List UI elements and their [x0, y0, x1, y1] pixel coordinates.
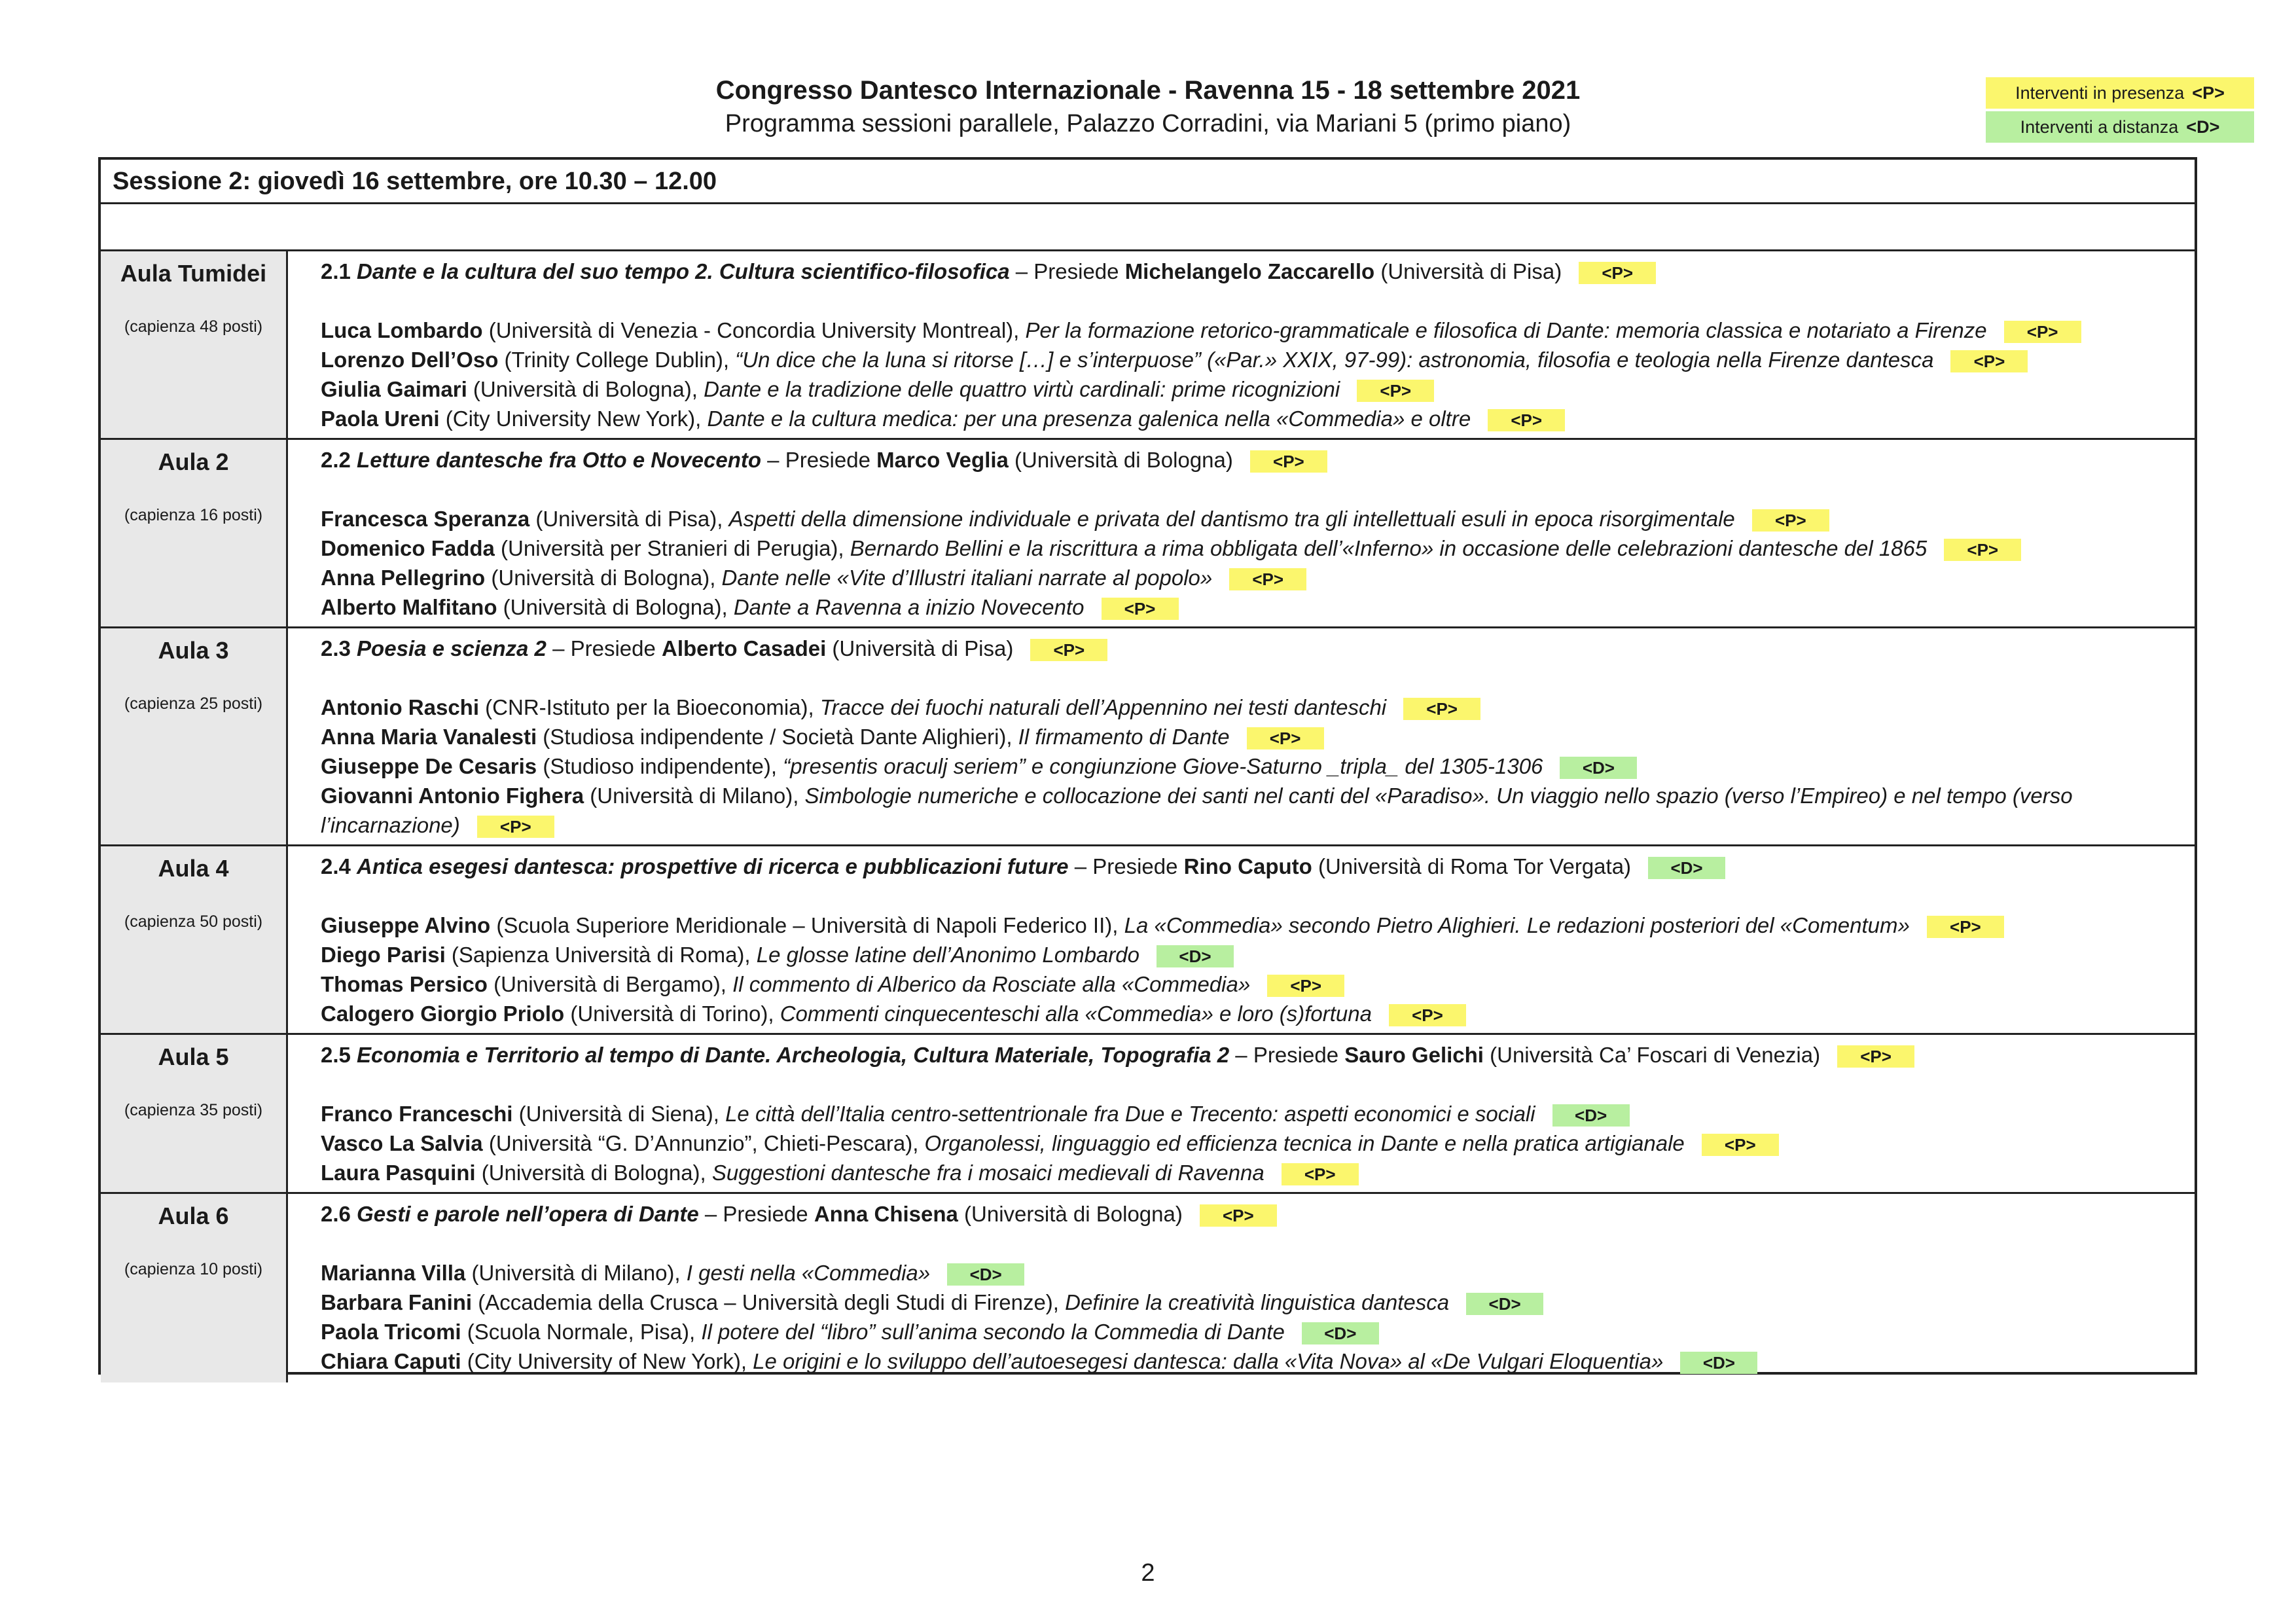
- chair-prefix: – Presiede: [761, 448, 877, 472]
- talk-title: Dante e la tradizione delle quattro virtù cardinali: prime ricognizioni: [704, 377, 1340, 401]
- talk-title: Tracce dei fuochi naturali dell’Appennino nei testi danteschi: [819, 695, 1387, 719]
- legend-tag: <D>: [2186, 117, 2220, 137]
- talk-entry: [321, 1346, 2168, 1376]
- speaker-affiliation: (Università di Bergamo),: [487, 972, 733, 996]
- room-capacity: (capienza 50 posti): [124, 912, 263, 931]
- speaker-affiliation: (CNR-Istituto per la Bioeconomia),: [479, 695, 820, 719]
- panel-chair-affiliation: (Università di Bologna): [1008, 448, 1233, 472]
- room-cell: [101, 440, 288, 626]
- talk-title: Dante e la cultura medica: per una presenza galenica nella «Commedia» e oltre: [707, 406, 1471, 431]
- talk-title: Organolessi, linguaggio ed efficienza tecnica in Dante e nella pratica artigianale: [924, 1131, 1685, 1155]
- speaker-affiliation: (Università di Bologna),: [467, 377, 704, 401]
- talk-title: Per la formazione retorico-grammaticale e filosofica di Dante: memoria classica e notariato a Firenze: [1025, 318, 1987, 342]
- talk-entry: [321, 533, 2168, 563]
- spacer: [321, 1229, 2168, 1258]
- room-cell: [101, 1194, 288, 1382]
- room-body: [288, 440, 2195, 626]
- room-body: [288, 628, 2195, 844]
- session-title: Sessione 2: giovedì 16 settembre, ore 10.30 – 12.00: [101, 160, 2195, 204]
- speaker-name: Antonio Raschi: [321, 695, 480, 719]
- talk-title: I gesti nella «Commedia»: [686, 1261, 931, 1285]
- panel-title: Poesia e scienza 2: [357, 636, 547, 660]
- attendance-badge: <D>: [1466, 1293, 1543, 1315]
- legend-label: Interventi in presenza: [2015, 83, 2185, 103]
- attendance-badge: <P>: [1389, 1004, 1466, 1026]
- talk-title: Simbologie numeriche e collocazione dei santi nel canti del «Paradiso». Un viaggio nello spazio (verso l’Empireo) e nel tempo (verso l’incarnazione): [321, 784, 2073, 837]
- room-body: [288, 1194, 2195, 1382]
- talk-title: Le origini e lo sviluppo dell’autoesegesi dantesca: dalla «Vita Nova» al «De Vulgari Eloquentia»: [753, 1349, 1664, 1373]
- talk-entry: [321, 504, 2168, 533]
- attendance-badge: <P>: [1944, 539, 2021, 561]
- panel-title: Letture dantesche fra Otto e Novecento: [357, 448, 762, 472]
- chair-prefix: – Presiede: [1229, 1043, 1345, 1067]
- speaker-affiliation: (City University of New York),: [461, 1349, 753, 1373]
- attendance-badge: <P>: [1282, 1163, 1359, 1185]
- attendance-badge: <P>: [1579, 262, 1656, 284]
- attendance-badge: <D>: [1157, 945, 1234, 967]
- speaker-name: Giulia Gaimari: [321, 377, 467, 401]
- talk-title: Le città dell’Italia centro-settentrionale fra Due e Trecento: aspetti economici e sociali: [725, 1102, 1535, 1126]
- speaker-affiliation: (Università di Milano),: [584, 784, 805, 808]
- speaker-affiliation: (Scuola Normale, Pisa),: [461, 1320, 702, 1344]
- talk-title: Dante nelle «Vite d’Illustri italiani narrate al popolo»: [721, 566, 1213, 590]
- room-row: [101, 440, 2195, 628]
- attendance-badge: <D>: [1302, 1322, 1379, 1344]
- page-number: 2: [1141, 1559, 1155, 1587]
- talk-entry: [321, 693, 2168, 722]
- panel-chair-affiliation: (Università di Bologna): [958, 1202, 1183, 1226]
- speaker-affiliation: (Università “G. D’Annunzio”, Chieti-Pescara),: [482, 1131, 925, 1155]
- panel-title: Antica esegesi dantesca: prospettive di ricerca e pubblicazioni future: [357, 854, 1069, 878]
- panel-chair-affiliation: (Università di Pisa): [1374, 259, 1562, 283]
- room-capacity: (capienza 10 posti): [124, 1260, 263, 1278]
- room-cell: [101, 628, 288, 844]
- spacer: [321, 286, 2168, 316]
- talk-title: Il firmamento di Dante: [1018, 725, 1230, 749]
- talk-entry: [321, 751, 2168, 781]
- legend-in-presence: [1986, 77, 2254, 109]
- attendance-badge: <P>: [1030, 639, 1107, 661]
- spacer: [321, 663, 2168, 693]
- room-capacity: (capienza 25 posti): [124, 695, 263, 713]
- talk-entry: [321, 374, 2168, 404]
- attendance-badge: <P>: [1250, 450, 1327, 473]
- attendance-badge: <P>: [1200, 1204, 1277, 1227]
- chair-prefix: – Presiede: [1009, 259, 1125, 283]
- session-spacer-row: [101, 204, 2195, 251]
- attendance-badge: <P>: [1267, 975, 1344, 997]
- attendance-badge: <P>: [477, 816, 554, 838]
- speaker-name: Calogero Giorgio Priolo: [321, 1001, 565, 1026]
- attendance-badge: <D>: [1560, 757, 1637, 779]
- panel-chair: Marco Veglia: [876, 448, 1009, 472]
- talk-title: Aspetti della dimensione individuale e privata del dantismo tra gli intellettuali esuli in epoca risorgimentale: [728, 507, 1735, 531]
- room-capacity: (capienza 16 posti): [124, 506, 263, 524]
- page-subtitle: Programma sessioni parallele, Palazzo Corradini, via Mariani 5 (primo piano): [725, 110, 1571, 137]
- attendance-badge: <P>: [1702, 1134, 1779, 1156]
- room-row: [101, 251, 2195, 440]
- room-name: Aula 2: [158, 448, 229, 475]
- attendance-badge: <D>: [947, 1263, 1024, 1286]
- legend-remote: [1986, 111, 2254, 143]
- speaker-affiliation: (Università di Bologna),: [497, 595, 734, 619]
- panel-chair: Michelangelo Zaccarello: [1124, 259, 1375, 283]
- panel-number: 2.4: [321, 854, 351, 878]
- room-name: Aula 5: [158, 1043, 229, 1070]
- speaker-name: Paola Tricomi: [321, 1320, 461, 1344]
- speaker-name: Giuseppe Alvino: [321, 913, 491, 937]
- talk-entry: [321, 1258, 2168, 1288]
- talk-title: La «Commedia» secondo Pietro Alighieri. Le redazioni posteriori del «Comentum»: [1124, 913, 1910, 937]
- talk-entry: [321, 345, 2168, 374]
- talk-entry: [321, 592, 2168, 622]
- speaker-name: Vasco La Salvia: [321, 1131, 483, 1155]
- talk-entry: [321, 911, 2168, 940]
- talk-entry: [321, 404, 2168, 433]
- program-table: [98, 157, 2197, 1375]
- room-body: [288, 1035, 2195, 1192]
- legend-label: Interventi a distanza: [2020, 117, 2179, 137]
- talk-title: Commenti cinquecenteschi alla «Commedia» e loro (s)fortuna: [780, 1001, 1372, 1026]
- room-cell: [101, 846, 288, 1033]
- panel-heading: [321, 634, 2168, 663]
- panel-heading: [321, 1199, 2168, 1229]
- attendance-badge: <P>: [2004, 321, 2081, 343]
- speaker-affiliation: (Studiosa indipendente / Società Dante Alighieri),: [537, 725, 1018, 749]
- panel-title: Gesti e parole nell’opera di Dante: [357, 1202, 699, 1226]
- rooms-container: [101, 251, 2195, 1382]
- room-cell: [101, 251, 288, 438]
- speaker-name: Franco Franceschi: [321, 1102, 513, 1126]
- panel-title: Economia e Territorio al tempo di Dante. Archeologia, Cultura Materiale, Topografia 2: [357, 1043, 1230, 1067]
- panel-number: 2.3: [321, 636, 351, 660]
- panel-number: 2.6: [321, 1202, 351, 1226]
- speaker-affiliation: (Università di Siena),: [512, 1102, 726, 1126]
- attendance-badge: <P>: [1488, 409, 1565, 431]
- attendance-badge: <D>: [1680, 1352, 1757, 1374]
- panel-heading: [321, 852, 2168, 881]
- speaker-affiliation: (Scuola Superiore Meridionale – Università di Napoli Federico II),: [490, 913, 1124, 937]
- room-row: [101, 1035, 2195, 1194]
- talk-entry: [321, 563, 2168, 592]
- panel-chair: Anna Chisena: [814, 1202, 958, 1226]
- panel-chair-affiliation: (Università Ca’ Foscari di Venezia): [1483, 1043, 1821, 1067]
- panel-heading: [321, 1040, 2168, 1070]
- talk-title: Definire la creatività linguistica dantesca: [1065, 1290, 1450, 1314]
- talk-title: “presentis oraculj seriem” e congiunzione Giove-Saturno _tripla_ del 1305-1306: [783, 754, 1543, 778]
- speaker-name: Lorenzo Dell’Oso: [321, 348, 499, 372]
- speaker-name: Giovanni Antonio Fighera: [321, 784, 584, 808]
- talk-entry: [321, 722, 2168, 751]
- speaker-name: Anna Pellegrino: [321, 566, 486, 590]
- attendance-badge: <D>: [1648, 857, 1725, 879]
- chair-prefix: – Presiede: [546, 636, 662, 660]
- speaker-name: Thomas Persico: [321, 972, 488, 996]
- panel-heading: [321, 445, 2168, 475]
- room-name: Aula 3: [158, 637, 229, 664]
- speaker-affiliation: (Accademia della Crusca – Università degli Studi di Firenze),: [472, 1290, 1066, 1314]
- attendance-badge: <P>: [1927, 916, 2004, 938]
- room-row: [101, 846, 2195, 1035]
- speaker-affiliation: (Università di Venezia - Concordia University Montreal),: [482, 318, 1026, 342]
- speaker-name: Francesca Speranza: [321, 507, 530, 531]
- attendance-badge: <P>: [1102, 598, 1179, 620]
- panel-chair: Rino Caputo: [1183, 854, 1312, 878]
- attendance-badge: <P>: [1403, 698, 1480, 720]
- attendance-badge: <P>: [1950, 350, 2028, 372]
- talk-entry: [321, 940, 2168, 969]
- talk-entry: [321, 316, 2168, 345]
- speaker-affiliation: (Sapienza Università di Roma),: [445, 943, 757, 967]
- attendance-badge: <P>: [1247, 727, 1324, 749]
- panel-title: Dante e la cultura del suo tempo 2. Cultura scientifico-filosofica: [357, 259, 1010, 283]
- panel-heading: [321, 257, 2168, 286]
- room-cell: [101, 1035, 288, 1192]
- speaker-name: Paola Ureni: [321, 406, 440, 431]
- room-name: Aula Tumidei: [120, 260, 267, 287]
- attendance-badge: <P>: [1357, 380, 1434, 402]
- speaker-affiliation: (City University New York),: [439, 406, 708, 431]
- talk-title: Bernardo Bellini e la riscrittura a rima obbligata dell’«Inferno» in occasione delle celebrazioni dantesche del 1865: [850, 536, 1928, 560]
- talk-entry: [321, 969, 2168, 999]
- panel-number: 2.1: [321, 259, 351, 283]
- talk-entry: [321, 781, 2168, 840]
- speaker-name: Barbara Fanini: [321, 1290, 473, 1314]
- panel-chair: Alberto Casadei: [662, 636, 827, 660]
- legend: [1986, 77, 2254, 145]
- talk-entry: [321, 1317, 2168, 1346]
- talk-title: “Un dice che la luna si ritorse […] e s’interpuose” («Par.» XXIX, 97-99): astronomia, filosofia e teologia nella Firenze dantesca: [735, 348, 1934, 372]
- talk-entry: [321, 1158, 2168, 1187]
- attendance-badge: <P>: [1752, 509, 1829, 532]
- room-body: [288, 846, 2195, 1033]
- talk-title: Dante a Ravenna a inizio Novecento: [733, 595, 1085, 619]
- room-name: Aula 4: [158, 855, 229, 882]
- talk-title: Il commento di Alberico da Rosciate alla «Commedia»: [732, 972, 1251, 996]
- speaker-name: Anna Maria Vanalesti: [321, 725, 537, 749]
- talk-title: Il potere del “libro” sull’anima secondo la Commedia di Dante: [701, 1320, 1285, 1344]
- speaker-name: Luca Lombardo: [321, 318, 483, 342]
- speaker-name: Alberto Malfitano: [321, 595, 497, 619]
- chair-prefix: – Presiede: [1068, 854, 1184, 878]
- room-name: Aula 6: [158, 1202, 229, 1229]
- speaker-affiliation: (Studioso indipendente),: [537, 754, 783, 778]
- attendance-badge: <P>: [1229, 568, 1306, 590]
- panel-chair: Sauro Gelichi: [1344, 1043, 1484, 1067]
- spacer: [321, 881, 2168, 911]
- speaker-affiliation: (Università di Bologna),: [475, 1161, 712, 1185]
- attendance-badge: <D>: [1552, 1104, 1630, 1127]
- talk-title: Le glosse latine dell’Anonimo Lombardo: [756, 943, 1139, 967]
- talk-entry: [321, 999, 2168, 1028]
- speaker-name: Domenico Fadda: [321, 536, 495, 560]
- room-row: [101, 1194, 2195, 1382]
- panel-number: 2.2: [321, 448, 351, 472]
- panel-number: 2.5: [321, 1043, 351, 1067]
- speaker-name: Chiara Caputi: [321, 1349, 461, 1373]
- talk-entry: [321, 1099, 2168, 1128]
- chair-prefix: – Presiede: [698, 1202, 814, 1226]
- attendance-badge: <P>: [1837, 1045, 1914, 1068]
- room-body: [288, 251, 2195, 438]
- panel-chair-affiliation: (Università di Pisa): [826, 636, 1014, 660]
- speaker-name: Laura Pasquini: [321, 1161, 476, 1185]
- speaker-affiliation: (Università di Bologna),: [485, 566, 722, 590]
- speaker-affiliation: (Università di Torino),: [564, 1001, 780, 1026]
- talk-entry: [321, 1288, 2168, 1317]
- speaker-affiliation: (Università di Pisa),: [529, 507, 729, 531]
- speaker-affiliation: (Università per Stranieri di Perugia),: [494, 536, 850, 560]
- speaker-name: Diego Parisi: [321, 943, 446, 967]
- talk-title: Suggestioni dantesche fra i mosaici medievali di Ravenna: [711, 1161, 1265, 1185]
- page-title: Congresso Dantesco Internazionale - Ravenna 15 - 18 settembre 2021: [715, 76, 1581, 105]
- room-capacity: (capienza 48 posti): [124, 317, 263, 336]
- spacer: [321, 1070, 2168, 1099]
- speaker-affiliation: (Università di Milano),: [465, 1261, 687, 1285]
- spacer: [321, 475, 2168, 504]
- talk-entry: [321, 1128, 2168, 1158]
- room-row: [101, 628, 2195, 846]
- legend-tag: <P>: [2192, 83, 2225, 103]
- room-capacity: (capienza 35 posti): [124, 1101, 263, 1119]
- speaker-name: Giuseppe De Cesaris: [321, 754, 537, 778]
- speaker-name: Marianna Villa: [321, 1261, 466, 1285]
- speaker-affiliation: (Trinity College Dublin),: [498, 348, 736, 372]
- panel-chair-affiliation: (Università di Roma Tor Vergata): [1312, 854, 1632, 878]
